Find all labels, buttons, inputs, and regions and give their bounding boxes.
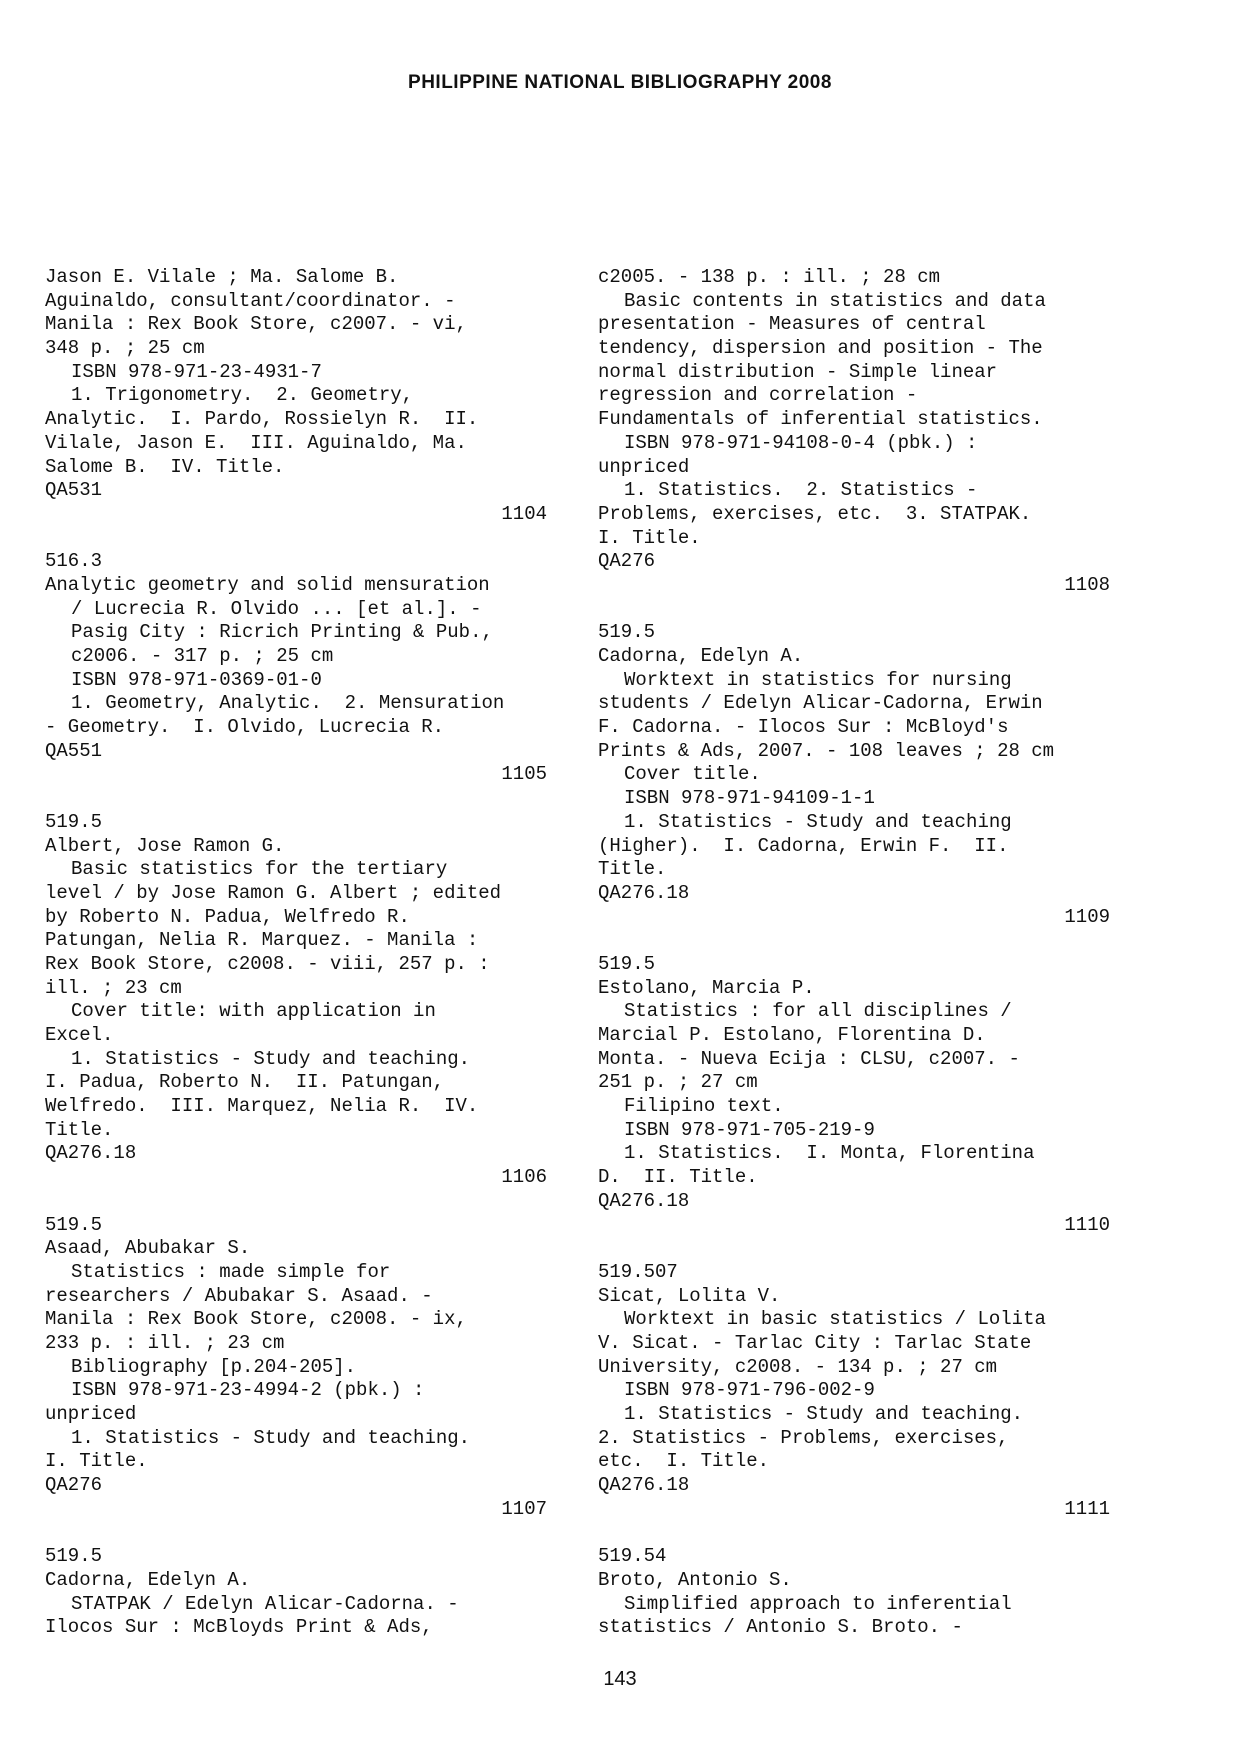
text-line: researchers / Abubakar S. Asaad. - — [45, 1284, 433, 1307]
text-line: 233 p. : ill. ; 23 cm — [45, 1331, 285, 1354]
text-line: QA531 — [45, 479, 103, 502]
entry-number: 1108 — [1064, 573, 1110, 596]
text-line: by Roberto N. Padua, Welfredo R. — [45, 905, 410, 928]
text-line: QA276 — [45, 1474, 103, 1497]
text-line: Manila : Rex Book Store, c2007. - vi, — [45, 313, 467, 336]
blank-line — [45, 1521, 547, 1545]
text-line: Monta. - Nueva Ecija : CLSU, c2007. - — [598, 1047, 1020, 1070]
text-line: c2005. - 138 p. : ill. ; 28 cm — [598, 266, 941, 288]
text-line: ISBN 978-971-23-4994-2 (pbk.) : — [71, 1379, 425, 1402]
text-line: STATPAK / Edelyn Alicar-Cadorna. - — [71, 1592, 459, 1615]
entry-number: 1107 — [501, 1497, 547, 1520]
text-line: Aguinaldo, consultant/coordinator. - — [45, 289, 456, 312]
entry-number: 1105 — [501, 763, 547, 786]
text-line: Cover title: with application in — [71, 1000, 436, 1023]
text-line: Salome B. IV. Title. — [45, 455, 285, 478]
entry-number: 1110 — [1064, 1213, 1110, 1236]
blank-line — [598, 1237, 1110, 1261]
text-line: ISBN 978-971-94109-1-1 — [624, 787, 875, 810]
text-line: regression and correlation - — [598, 384, 918, 407]
blank-line — [598, 929, 1110, 953]
text-line: Estolano, Marcia P. — [598, 976, 815, 999]
entry-number: 1109 — [1064, 905, 1110, 928]
text-line: Welfredo. III. Marquez, Nelia R. IV. — [45, 1095, 479, 1118]
text-line: (Higher). I. Cadorna, Erwin F. II. — [598, 834, 1009, 857]
text-line: 519.54 — [598, 1545, 667, 1568]
text-line: Simplified approach to inferential — [624, 1592, 1012, 1615]
text-line: 1. Geometry, Analytic. 2. Mensuration — [71, 692, 505, 715]
text-line: 1. Statistics. 2. Statistics - — [624, 479, 978, 502]
text-line: Problems, exercises, etc. 3. STATPAK. — [598, 502, 1032, 525]
text-line: / Lucrecia R. Olvido ... [et al.]. - — [71, 597, 482, 620]
text-line: Basic statistics for the tertiary — [71, 858, 448, 881]
text-line: Vilale, Jason E. III. Aguinaldo, Ma. — [45, 431, 467, 454]
text-line: Albert, Jose Ramon G. — [45, 834, 285, 857]
text-line: presentation - Measures of central — [598, 313, 986, 336]
text-line: 1. Statistics - Study and teaching. — [624, 1403, 1024, 1425]
text-line: 519.5 — [45, 1213, 103, 1236]
text-line: tendency, dispersion and position - The — [598, 337, 1043, 360]
text-line: Rex Book Store, c2008. - viii, 257 p. : — [45, 952, 490, 975]
text-line: ISBN 978-971-796-002-9 — [624, 1379, 875, 1402]
text-line: QA276.18 — [598, 1189, 690, 1212]
text-line: ISBN 978-971-705-219-9 — [624, 1118, 875, 1141]
text-line: University, c2008. - 134 p. ; 27 cm — [598, 1355, 998, 1378]
blank-line — [45, 1190, 547, 1214]
text-line: Patungan, Nelia R. Marquez. - Manila : — [45, 929, 479, 952]
text-line: Excel. — [45, 1024, 114, 1046]
text-line: Title. — [45, 1118, 114, 1141]
text-line: 519.5 — [45, 810, 103, 833]
text-line: 1. Statistics - Study and teaching. — [71, 1426, 471, 1449]
blank-line — [45, 787, 547, 811]
text-line: I. Padua, Roberto N. II. Patungan, — [45, 1071, 445, 1094]
text-line: ISBN 978-971-94108-0-4 (pbk.) : — [624, 431, 978, 454]
blank-line — [598, 598, 1110, 622]
text-line: Analytic. I. Pardo, Rossielyn R. II. — [45, 408, 479, 431]
text-line: 1. Statistics. I. Monta, Florentina — [624, 1142, 1035, 1165]
text-line: Cadorna, Edelyn A. — [598, 645, 804, 667]
text-line: 1. Statistics - Study and teaching — [624, 810, 1012, 833]
text-line: Analytic geometry and solid mensuration — [45, 573, 490, 596]
text-line: I. Title. — [598, 526, 701, 549]
text-line: 519.5 — [598, 952, 656, 975]
text-line: Worktext in statistics for nursing — [624, 668, 1012, 691]
text-line: Statistics : for all disciplines / — [624, 1000, 1012, 1023]
left-column — [45, 266, 547, 1640]
text-line: Fundamentals of inferential statistics. — [598, 408, 1043, 431]
text-line: unpriced — [598, 455, 690, 478]
text-line: Worktext in basic statistics / Lolita — [624, 1308, 1046, 1331]
text-line: 251 p. ; 27 cm — [598, 1071, 758, 1094]
text-line: D. II. Title. — [598, 1166, 758, 1189]
text-line: V. Sicat. - Tarlac City : Tarlac State — [598, 1331, 1032, 1354]
text-line: QA276.18 — [598, 1474, 690, 1497]
text-line: Pasig City : Ricrich Printing & Pub., — [71, 621, 493, 644]
text-line: F. Cadorna. - Ilocos Sur : McBloyd's — [598, 716, 1009, 739]
text-line: Prints & Ads, 2007. - 108 leaves ; 28 cm — [598, 739, 1055, 762]
text-line: c2006. - 317 p. ; 25 cm — [71, 645, 334, 667]
text-line: QA276 — [598, 550, 656, 573]
text-line: 519.507 — [598, 1260, 678, 1283]
text-line: ill. ; 23 cm — [45, 976, 182, 999]
text-line: - Geometry. I. Olvido, Lucrecia R. — [45, 716, 445, 739]
text-line: Marcial P. Estolano, Florentina D. — [598, 1024, 986, 1046]
text-line: students / Edelyn Alicar-Cadorna, Erwin — [598, 692, 1043, 715]
text-line: etc. I. Title. — [598, 1450, 770, 1473]
text-line: 348 p. ; 25 cm — [45, 337, 205, 360]
page-header-title: PHILIPPINE NATIONAL BIBLIOGRAPHY 2008 — [408, 72, 832, 93]
text-line: QA551 — [45, 739, 103, 762]
text-line: Manila : Rex Book Store, c2008. - ix, — [45, 1308, 467, 1331]
text-line: Ilocos Sur : McBloyds Print & Ads, — [45, 1616, 433, 1639]
text-line: statistics / Antonio S. Broto. - — [598, 1616, 963, 1639]
text-line: Basic contents in statistics and data — [624, 289, 1046, 312]
text-line: Sicat, Lolita V. — [598, 1284, 781, 1307]
text-line: normal distribution - Simple linear — [598, 360, 998, 383]
text-line: Cover title. — [624, 763, 761, 786]
text-line: ISBN 978-971-23-4931-7 — [71, 360, 322, 383]
text-line: 1. Statistics - Study and teaching. — [71, 1047, 471, 1070]
text-line: ISBN 978-971-0369-01-0 — [71, 668, 322, 691]
text-line: Filipino text. — [624, 1095, 784, 1118]
text-line: 1. Trigonometry. 2. Geometry, — [71, 384, 414, 407]
text-line: 516.3 — [45, 550, 103, 573]
page-number: 143 — [603, 1668, 637, 1690]
text-line: level / by Jose Ramon G. Albert ; edited — [45, 881, 502, 904]
right-column — [598, 266, 1110, 1640]
text-line: I. Title. — [45, 1450, 148, 1473]
text-line: Statistics : made simple for — [71, 1260, 391, 1283]
text-line: Cadorna, Edelyn A. — [45, 1568, 251, 1591]
text-line: Title. — [598, 858, 667, 881]
text-line: unpriced — [45, 1403, 137, 1425]
text-line: 2. Statistics - Problems, exercises, — [598, 1426, 1009, 1449]
blank-line — [598, 1521, 1110, 1545]
text-line: Asaad, Abubakar S. — [45, 1237, 251, 1260]
text-line: 519.5 — [45, 1545, 103, 1568]
text-line: Broto, Antonio S. — [598, 1568, 792, 1591]
text-line: Jason E. Vilale ; Ma. Salome B. — [45, 266, 399, 288]
entry-number: 1104 — [501, 502, 547, 525]
blank-line — [45, 527, 547, 551]
entry-number: 1106 — [501, 1166, 547, 1189]
text-line: QA276.18 — [45, 1142, 137, 1165]
text-line: QA276.18 — [598, 881, 690, 904]
text-line: Bibliography [p.204-205]. — [71, 1355, 357, 1378]
text-line: 519.5 — [598, 621, 656, 644]
entry-number: 1111 — [1064, 1497, 1110, 1520]
